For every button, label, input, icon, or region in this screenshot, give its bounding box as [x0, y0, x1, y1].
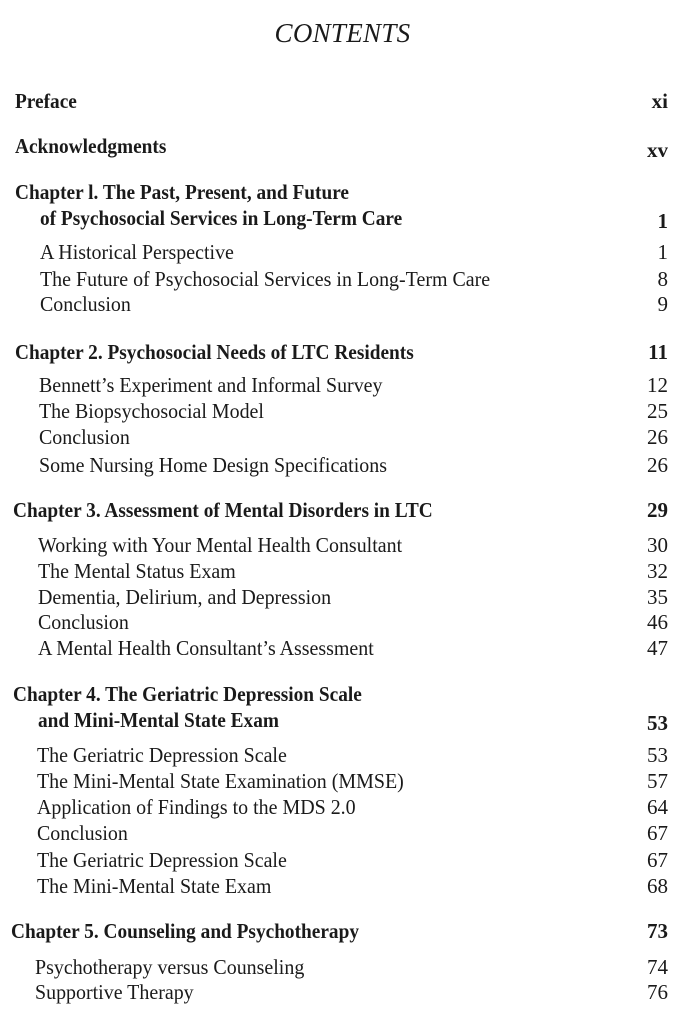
entry-page: 47	[647, 636, 668, 660]
entry-page: 9	[657, 292, 668, 316]
chapter-title: Chapter 5. Counseling and Psychotherapy	[11, 919, 359, 943]
entry-label: The Future of Psychosocial Services in Long-Term Care	[40, 267, 491, 291]
chapter-title: Chapter 3. Assessment of Mental Disorders in LTC	[13, 498, 433, 522]
entry-label: A Historical Perspective	[40, 240, 234, 264]
entry-label: The Mini-Mental State Examination (MMSE)	[37, 769, 404, 793]
entry-label: The Mental Status Exam	[38, 559, 236, 583]
entry-page: 53	[647, 711, 668, 735]
entry-page: 1	[657, 209, 668, 233]
entry-page: 29	[647, 498, 668, 522]
entry-page: 35	[647, 585, 668, 609]
entry-page: 26	[647, 453, 668, 477]
entry-page: 64	[647, 795, 668, 819]
entry-page: 67	[647, 848, 668, 872]
entry-page: 32	[647, 559, 668, 583]
entry-page: 12	[647, 373, 668, 397]
chapter-title-line1: Chapter l. The Past, Present, and Future	[15, 180, 350, 204]
entry-label: Conclusion	[39, 425, 130, 449]
entry-page: xi	[651, 89, 668, 113]
entry-label: The Geriatric Depression Scale	[37, 743, 287, 767]
entry-label: Supportive Therapy	[35, 980, 194, 1004]
entry-label: Preface	[15, 89, 77, 113]
entry-page: 74	[647, 955, 668, 979]
entry-page: 73	[647, 919, 668, 943]
entry-label: Conclusion	[38, 610, 129, 634]
entry-label: The Biopsychosocial Model	[39, 399, 264, 423]
entry-page: 57	[647, 769, 668, 793]
chapter-title: Chapter 2. Psychosocial Needs of LTC Residents	[15, 340, 414, 364]
chapter-title-line2: and Mini-Mental State Exam	[38, 708, 279, 732]
entry-page: 11	[648, 340, 668, 364]
entry-page: 67	[647, 821, 668, 845]
entry-page: 30	[647, 533, 668, 557]
entry-page: 25	[647, 399, 668, 423]
entry-label: Some Nursing Home Design Specifications	[39, 453, 387, 477]
entry-page: 76	[647, 980, 668, 1004]
entry-label: Conclusion	[37, 821, 128, 845]
entry-page: 26	[647, 425, 668, 449]
entry-page: 53	[647, 743, 668, 767]
entry-label: Bennett’s Experiment and Informal Survey	[39, 373, 383, 397]
chapter-title-line1: Chapter 4. The Geriatric Depression Scale	[13, 682, 362, 706]
entry-page: 8	[657, 267, 668, 291]
entry-label: Acknowledgments	[15, 134, 167, 158]
chapter-title-line2: of Psychosocial Services in Long-Term Care	[40, 206, 403, 230]
entry-label: Application of Findings to the MDS 2.0	[37, 795, 356, 819]
entry-page: 46	[647, 610, 668, 634]
entry-label: The Geriatric Depression Scale	[37, 848, 287, 872]
entry-page: 1	[657, 240, 668, 264]
entry-page: xv	[647, 138, 668, 162]
entry-label: Working with Your Mental Health Consultant	[38, 533, 403, 557]
entry-label: Dementia, Delirium, and Depression	[38, 585, 332, 609]
entry-label: A Mental Health Consultant’s Assessment	[38, 636, 374, 660]
page-title: CONTENTS	[274, 18, 411, 48]
entry-label: The Mini-Mental State Exam	[37, 874, 272, 898]
entry-label: Conclusion	[40, 292, 131, 316]
entry-page: 68	[647, 874, 668, 898]
entry-label: Psychotherapy versus Counseling	[35, 955, 305, 979]
